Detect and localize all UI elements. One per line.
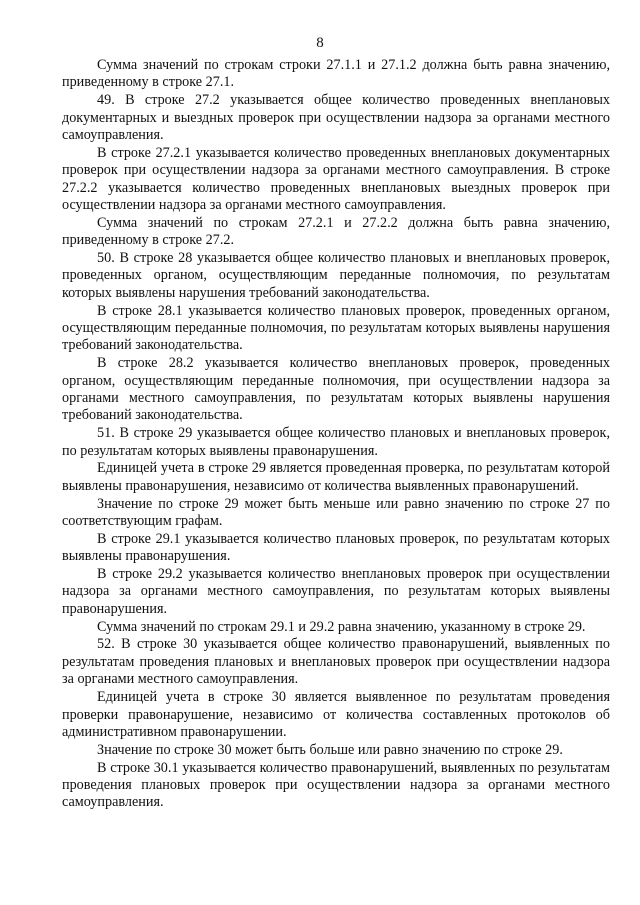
- paragraph: Сумма значений по строкам 29.1 и 29.2 равна значению, указанному в строке 29.: [97, 618, 586, 635]
- paragraph: 49. В строке 27.2 указывается общее количество проведенных внеплановых документарных и выездных проверок при осуществлении надзора за органами местного самоуправления.: [62, 92, 610, 144]
- paragraph: Значение по строке 29 может быть меньше или равно значению по строке 27 по соответствующим графам.: [62, 495, 610, 530]
- paragraph: 50. В строке 28 указывается общее количество плановых и внеплановых проверок, проведенных органом, осуществляющим переданные полномочия, по результатам которых выявлены нарушения требований законодательства.: [62, 250, 610, 301]
- paragraph: Значение по строке 30 может быть больше или равно значению по строке 29.: [97, 741, 563, 758]
- paragraph: 51. В строке 29 указывается общее количество плановых и внеплановых проверок, по результатам которых выявлены правонарушения.: [62, 425, 610, 459]
- paragraph: Сумма значений по строкам строки 27.1.1 и 27.1.2 должна быть равна значению, приведенному в строке 27.1.: [62, 57, 610, 91]
- paragraph: Сумма значений по строкам 27.2.1 и 27.2.2 должна быть равна значению, приведенному в строке 27.2.: [62, 214, 610, 249]
- paragraph: В строке 29.2 указывается количество внеплановых проверок при осуществлении надзора за органами местного самоуправления, по результатам которых выявлены правонарушения.: [62, 566, 610, 617]
- paragraph: Единицей учета в строке 30 является выявленное по результатам проведения проверки правонарушение, независимо от количества составленных протоколов об административном правонарушении.: [62, 689, 610, 740]
- paragraph: 52. В строке 30 указывается общее количество правонарушений, выявленных по результатам проведения плановых и внеплановых проверок при осуществлении надзора за органами местного самоуправления.: [62, 636, 610, 688]
- paragraph: В строке 28.2 указывается количество внеплановых проверок, проведенных органом, осуществляющим переданные полномочия, при осуществлении надзора за органами местного самоуправления, по результатам которых выявлены нарушения требований законодательства.: [62, 355, 610, 424]
- document-body: [62, 57, 610, 812]
- paragraph: В строке 29.1 указывается количество плановых проверок, по результатам которых выявлены правонарушения.: [62, 530, 610, 565]
- page-number: 8: [316, 35, 324, 51]
- paragraph: В строке 28.1 указывается количество плановых проверок, проведенных органом, осуществляющим переданные полномочия, по результатам которых выявлены нарушения требований законодательства.: [62, 302, 610, 354]
- paragraph: В строке 30.1 указывается количество правонарушений, выявленных по результатам проведения плановых проверок при осуществлении надзора за органами местного самоуправления.: [62, 759, 610, 811]
- paragraph: В строке 27.2.1 указывается количество проведенных внеплановых документарных проверок при осуществлении надзора за органами местного самоуправления. В строке 27.2.2 указывается количество проведенных внеплановых выездных проверок при осуществлении надзора за органами местного самоуправления.: [62, 144, 610, 214]
- paragraph: Единицей учета в строке 29 является проведенная проверка, по результатам которой выявлены правонарушения, независимо от количества выявленных правонарушений.: [62, 460, 610, 494]
